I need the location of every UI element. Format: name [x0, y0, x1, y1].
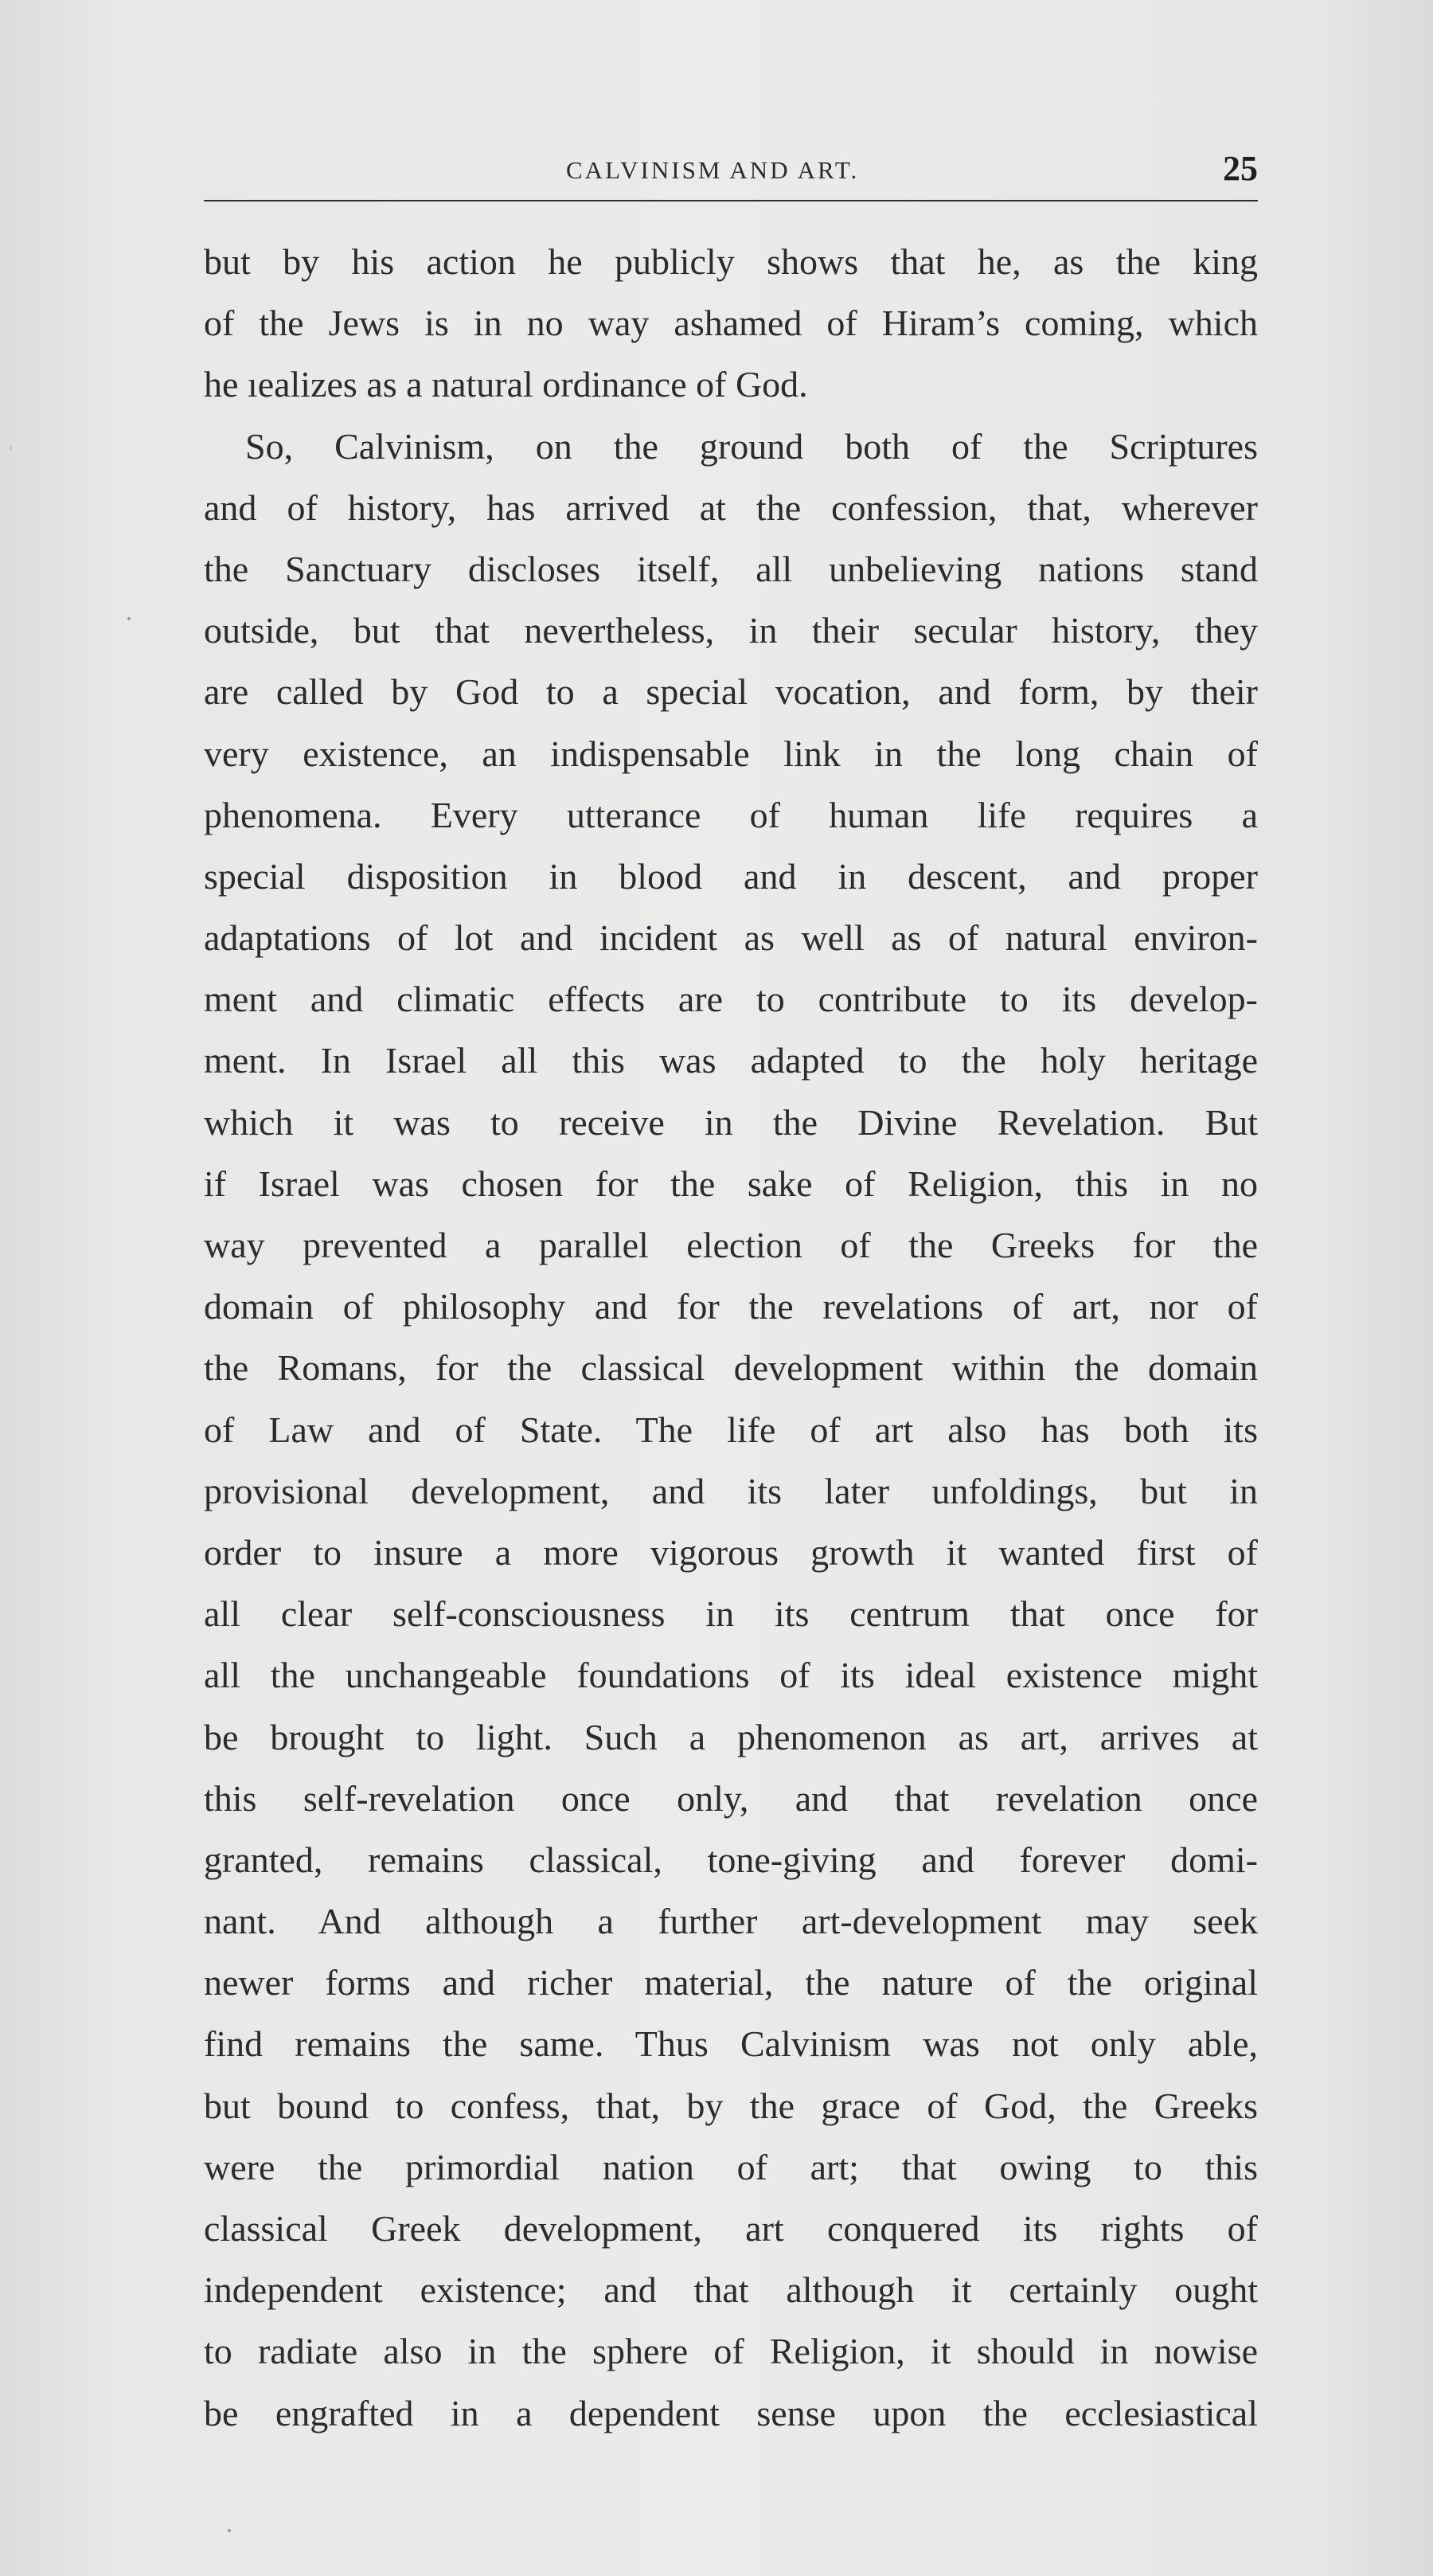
running-header: [204, 150, 1258, 201]
text-line: ment and climatic effects are to contribute to its develop-: [204, 979, 1258, 1020]
text-line: if Israel was chosen for the sake of Religion, this in no: [204, 1163, 1258, 1204]
text-line: be engrafted in a dependent sense upon the ecclesiastical: [204, 2392, 1258, 2433]
text-line: which it was to receive in the Divine Revelation. But: [204, 1101, 1258, 1143]
text-line: independent existence; and that although it certainly ought: [204, 2269, 1258, 2311]
text-line: classical Greek development, art conquered its rights of: [204, 2208, 1258, 2249]
paper-speck: [228, 2529, 231, 2532]
text-line-paragraph-start: So, Calvinism, on the ground both of the Scriptures: [245, 425, 1258, 467]
text-line: nant. And although a further art-development may seek: [204, 1901, 1258, 1942]
text-line: of Law and of State. The life of art also has both its: [204, 1409, 1258, 1450]
text-line: are called by God to a special vocation, and form, by their: [204, 671, 1258, 713]
text-line: ment. In Israel all this was adapted to the holy heritage: [204, 1040, 1258, 1081]
text-line: the Romans, for the classical development within the domain: [204, 1347, 1258, 1389]
text-line: newer forms and richer material, the nature of the original: [204, 1962, 1258, 2003]
text-line: order to insure a more vigorous growth it wanted first of: [204, 1531, 1258, 1573]
text-line: very existence, an indispensable link in the long chain of: [204, 733, 1258, 774]
text-line: special disposition in blood and in descent, and proper: [204, 855, 1258, 897]
text-line: granted, remains classical, tone-giving and forever domi-: [204, 1839, 1258, 1880]
text-line: to radiate also in the sphere of Religion, it should in nowise: [204, 2331, 1258, 2372]
text-line: adaptations of lot and incident as well as of natural environ-: [204, 917, 1258, 959]
text-line: the Sanctuary discloses itself, all unbelieving nations stand: [204, 548, 1258, 589]
text-line: provisional development, and its later unfoldings, but in: [204, 1470, 1258, 1511]
running-title: CALVINISM AND ART.: [566, 156, 860, 184]
text-line: this self-revelation once only, and that revelation once: [204, 1777, 1258, 1819]
text-line: phenomena. Every utterance of human life requires a: [204, 794, 1258, 835]
text-line: be brought to light. Such a phenomenon as art, arrives at: [204, 1716, 1258, 1757]
text-line: way prevented a parallel election of the Greeks for the: [204, 1225, 1258, 1265]
text-line: find remains the same. Thus Calvinism was not only able,: [204, 2023, 1258, 2065]
text-line: all clear self-consciousness in its centrum that once for: [204, 1593, 1258, 1635]
text-line-paragraph-end: he ıealizes as a natural ordinance of God.: [204, 364, 808, 405]
body-text: [204, 231, 1258, 2444]
page-number: 25: [1223, 149, 1258, 188]
text-line: domain of philosophy and for the revelations of art, nor of: [204, 1286, 1258, 1327]
text-line: but bound to confess, that, by the grace of God, the Greeks: [204, 2085, 1258, 2126]
text-line: of the Jews is in no way ashamed of Hiram’s coming, which: [204, 303, 1258, 344]
text-line: and of history, has arrived at the confession, that, wherever: [204, 487, 1258, 528]
text-line: all the unchangeable foundations of its ideal existence might: [204, 1655, 1258, 1696]
paper-speck: [127, 617, 131, 620]
paper-speck: [10, 446, 12, 451]
header-rule: [204, 200, 1258, 201]
text-line: outside, but that nevertheless, in their secular history, they: [204, 610, 1258, 651]
text-line: but by his action he publicly shows that he, as the king: [204, 241, 1258, 282]
text-line: were the primordial nation of art; that owing to this: [204, 2146, 1258, 2187]
